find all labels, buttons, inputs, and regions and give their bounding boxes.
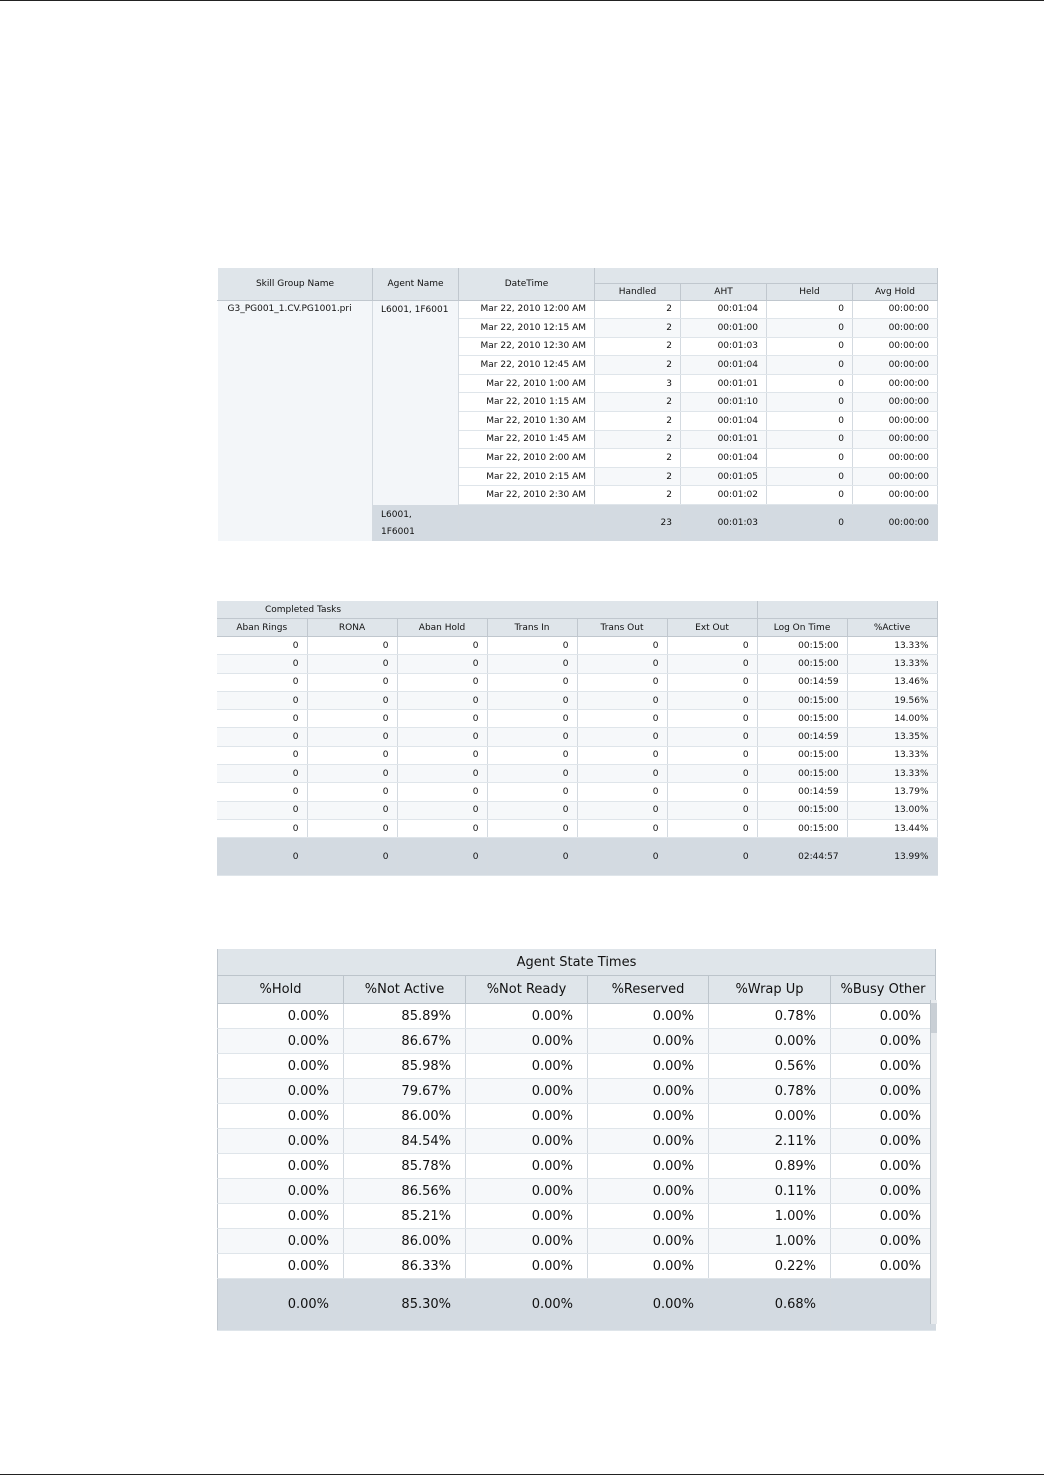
total-log-on-time-cell: 02:44:57 xyxy=(757,838,847,876)
log-on-time-cell: 00:14:59 xyxy=(757,728,847,746)
avg-hold-cell: 00:00:00 xyxy=(853,374,938,393)
total-trans-in-cell: 0 xyxy=(487,838,577,876)
pct-not-ready-cell: 0.00% xyxy=(466,1229,588,1254)
held-cell: 0 xyxy=(767,412,853,431)
datetime-cell: Mar 22, 2010 12:00 AM xyxy=(459,300,595,319)
header-pct-not-active[interactable]: %Not Active xyxy=(344,976,466,1004)
aban-hold-cell: 0 xyxy=(397,801,487,819)
pct-hold-cell: 0.00% xyxy=(218,1129,344,1154)
table-row[interactable] xyxy=(218,1029,936,1054)
header-avg-hold[interactable]: Avg Hold xyxy=(853,283,938,300)
pct-active-cell: 13.33% xyxy=(847,746,937,764)
aban-hold-cell: 0 xyxy=(397,765,487,783)
aban-hold-cell: 0 xyxy=(397,819,487,837)
pct-hold-cell: 0.00% xyxy=(218,1004,344,1029)
pct-active-cell: 13.33% xyxy=(847,655,937,673)
header-aht[interactable]: AHT xyxy=(681,283,767,300)
aht-cell: 00:01:05 xyxy=(681,467,767,486)
handled-cell: 2 xyxy=(595,337,681,356)
pct-not-active-cell: 86.67% xyxy=(344,1029,466,1054)
total-pct-busy-other-cell xyxy=(831,1279,936,1331)
table-row[interactable] xyxy=(217,710,937,728)
trans-out-cell: 0 xyxy=(577,746,667,764)
pct-hold-cell: 0.00% xyxy=(218,1104,344,1129)
aban-rings-cell: 0 xyxy=(217,801,307,819)
datetime-cell: Mar 22, 2010 1:15 AM xyxy=(459,393,595,412)
total-aht-cell: 00:01:03 xyxy=(681,505,767,541)
trans-out-cell: 0 xyxy=(577,673,667,691)
pct-active-cell: 13.33% xyxy=(847,637,937,655)
log-on-time-cell: 00:15:00 xyxy=(757,691,847,709)
group-blank xyxy=(757,601,937,619)
aban-rings-cell: 0 xyxy=(217,746,307,764)
trans-out-cell: 0 xyxy=(577,728,667,746)
log-on-time-cell: 00:15:00 xyxy=(757,819,847,837)
trans-out-cell: 0 xyxy=(577,819,667,837)
held-cell: 0 xyxy=(767,374,853,393)
total-pct-reserved-cell: 0.00% xyxy=(588,1279,709,1331)
handled-cell: 2 xyxy=(595,300,681,319)
group-completed-tasks: Completed Tasks xyxy=(217,601,757,619)
pct-not-ready-cell: 0.00% xyxy=(466,1179,588,1204)
aban-rings-cell: 0 xyxy=(217,655,307,673)
table-row[interactable] xyxy=(218,1254,936,1279)
pct-busy-other-cell: 0.00% xyxy=(831,1079,936,1104)
header-pct-not-ready[interactable]: %Not Ready xyxy=(466,976,588,1004)
pct-not-ready-cell: 0.00% xyxy=(466,1254,588,1279)
aht-cell: 00:01:04 xyxy=(681,412,767,431)
ext-out-cell: 0 xyxy=(667,801,757,819)
skill-group-name-cell: G3_PG001_1.CV.PG1001.pri xyxy=(218,300,373,541)
header-rona[interactable]: RONA xyxy=(307,619,397,637)
trans-in-cell: 0 xyxy=(487,637,577,655)
total-pct-active-cell: 13.99% xyxy=(847,838,937,876)
table-row[interactable] xyxy=(218,1154,936,1179)
pct-not-ready-cell: 0.00% xyxy=(466,1154,588,1179)
held-cell: 0 xyxy=(767,337,853,356)
ext-out-cell: 0 xyxy=(667,765,757,783)
pct-not-ready-cell: 0.00% xyxy=(466,1079,588,1104)
rona-cell: 0 xyxy=(307,728,397,746)
scrollbar-thumb[interactable] xyxy=(931,1003,937,1033)
pct-wrap-up-cell: 0.11% xyxy=(709,1179,831,1204)
datetime-cell: Mar 22, 2010 1:30 AM xyxy=(459,412,595,431)
datetime-cell: Mar 22, 2010 1:45 AM xyxy=(459,430,595,449)
log-on-time-cell: 00:15:00 xyxy=(757,746,847,764)
trans-in-cell: 0 xyxy=(487,728,577,746)
table-row[interactable] xyxy=(217,783,937,801)
pct-wrap-up-cell: 0.78% xyxy=(709,1004,831,1029)
table-row[interactable] xyxy=(218,1229,936,1254)
handled-cell: 2 xyxy=(595,467,681,486)
avg-hold-cell: 00:00:00 xyxy=(853,393,938,412)
table-row[interactable] xyxy=(217,655,937,673)
pct-active-cell: 13.00% xyxy=(847,801,937,819)
pct-wrap-up-cell: 0.78% xyxy=(709,1079,831,1104)
handled-cell: 2 xyxy=(595,486,681,505)
trans-in-cell: 0 xyxy=(487,655,577,673)
total-rona-cell: 0 xyxy=(307,838,397,876)
table-row[interactable] xyxy=(217,637,937,655)
aban-hold-cell: 0 xyxy=(397,728,487,746)
aht-cell: 00:01:04 xyxy=(681,356,767,375)
top-rule xyxy=(0,0,1044,1)
ext-out-cell: 0 xyxy=(667,691,757,709)
pct-reserved-cell: 0.00% xyxy=(588,1079,709,1104)
trans-out-cell: 0 xyxy=(577,637,667,655)
rona-cell: 0 xyxy=(307,673,397,691)
total-aban-rings-cell: 0 xyxy=(217,838,307,876)
header-log-on-time[interactable]: Log On Time xyxy=(757,619,847,637)
aht-cell: 00:01:02 xyxy=(681,486,767,505)
trans-out-cell: 0 xyxy=(577,655,667,673)
header-aban-rings[interactable]: Aban Rings xyxy=(217,619,307,637)
pct-busy-other-cell: 0.00% xyxy=(831,1154,936,1179)
pct-hold-cell: 0.00% xyxy=(218,1204,344,1229)
group-agent-state-times: Agent State Times xyxy=(218,949,936,976)
pct-reserved-cell: 0.00% xyxy=(588,1054,709,1079)
pct-hold-cell: 0.00% xyxy=(218,1154,344,1179)
pct-busy-other-cell: 0.00% xyxy=(831,1104,936,1129)
aban-hold-cell: 0 xyxy=(397,673,487,691)
aht-cell: 00:01:03 xyxy=(681,337,767,356)
rona-cell: 0 xyxy=(307,819,397,837)
pct-reserved-cell: 0.00% xyxy=(588,1204,709,1229)
avg-hold-cell: 00:00:00 xyxy=(853,449,938,468)
pct-not-ready-cell: 0.00% xyxy=(466,1104,588,1129)
held-cell: 0 xyxy=(767,319,853,338)
pct-wrap-up-cell: 0.56% xyxy=(709,1054,831,1079)
aban-hold-cell: 0 xyxy=(397,783,487,801)
log-on-time-cell: 00:15:00 xyxy=(757,801,847,819)
trans-in-cell: 0 xyxy=(487,746,577,764)
held-cell: 0 xyxy=(767,300,853,319)
avg-hold-cell: 00:00:00 xyxy=(853,356,938,375)
datetime-cell: Mar 22, 2010 12:30 AM xyxy=(459,337,595,356)
rona-cell: 0 xyxy=(307,710,397,728)
header-trans-in[interactable]: Trans In xyxy=(487,619,577,637)
header-pct-hold[interactable]: %Hold xyxy=(218,976,344,1004)
pct-busy-other-cell: 0.00% xyxy=(831,1004,936,1029)
pct-busy-other-cell: 0.00% xyxy=(831,1054,936,1079)
table-row[interactable] xyxy=(218,1104,936,1129)
aban-rings-cell: 0 xyxy=(217,673,307,691)
pct-not-ready-cell: 0.00% xyxy=(466,1004,588,1029)
pct-hold-cell: 0.00% xyxy=(218,1054,344,1079)
handled-cell: 2 xyxy=(595,449,681,468)
pct-hold-cell: 0.00% xyxy=(218,1029,344,1054)
header-pct-active[interactable]: %Active xyxy=(847,619,937,637)
aban-rings-cell: 0 xyxy=(217,765,307,783)
avg-hold-cell: 00:00:00 xyxy=(853,412,938,431)
log-on-time-cell: 00:14:59 xyxy=(757,673,847,691)
header-pct-wrap-up[interactable]: %Wrap Up xyxy=(709,976,831,1004)
total-agent-cell xyxy=(373,505,459,541)
ext-out-cell: 0 xyxy=(667,673,757,691)
pct-not-ready-cell: 0.00% xyxy=(466,1029,588,1054)
rona-cell: 0 xyxy=(307,765,397,783)
header-trans-out[interactable]: Trans Out xyxy=(577,619,667,637)
trans-out-cell: 0 xyxy=(577,710,667,728)
pct-reserved-cell: 0.00% xyxy=(588,1179,709,1204)
rona-cell: 0 xyxy=(307,691,397,709)
pct-wrap-up-cell: 1.00% xyxy=(709,1204,831,1229)
pct-busy-other-cell: 0.00% xyxy=(831,1229,936,1254)
avg-hold-cell: 00:00:00 xyxy=(853,467,938,486)
pct-busy-other-cell: 0.00% xyxy=(831,1029,936,1054)
held-cell: 0 xyxy=(767,393,853,412)
pct-not-ready-cell: 0.00% xyxy=(466,1204,588,1229)
handled-cell: 3 xyxy=(595,374,681,393)
header-group-blank xyxy=(595,268,938,283)
pct-wrap-up-cell: 2.11% xyxy=(709,1129,831,1154)
held-cell: 0 xyxy=(767,356,853,375)
ext-out-cell: 0 xyxy=(667,728,757,746)
handled-cell: 2 xyxy=(595,319,681,338)
aban-rings-cell: 0 xyxy=(217,691,307,709)
header-agent-name[interactable]: Agent Name xyxy=(373,268,459,300)
pct-active-cell: 13.79% xyxy=(847,783,937,801)
table-row[interactable] xyxy=(217,746,937,764)
total-avg-hold-cell: 00:00:00 xyxy=(853,505,938,541)
pct-not-active-cell: 84.54% xyxy=(344,1129,466,1154)
pct-reserved-cell: 0.00% xyxy=(588,1229,709,1254)
ext-out-cell: 0 xyxy=(667,655,757,673)
aht-cell: 00:01:10 xyxy=(681,393,767,412)
ext-out-cell: 0 xyxy=(667,710,757,728)
total-agent-line2: 1F6001 xyxy=(381,526,415,537)
table-row[interactable] xyxy=(218,1079,936,1104)
aht-cell: 00:01:04 xyxy=(681,449,767,468)
pct-not-active-cell: 86.00% xyxy=(344,1229,466,1254)
log-on-time-cell: 00:15:00 xyxy=(757,655,847,673)
rona-cell: 0 xyxy=(307,801,397,819)
aht-cell: 00:01:04 xyxy=(681,300,767,319)
pct-wrap-up-cell: 0.89% xyxy=(709,1154,831,1179)
pct-reserved-cell: 0.00% xyxy=(588,1154,709,1179)
pct-reserved-cell: 0.00% xyxy=(588,1129,709,1154)
total-row xyxy=(217,838,937,876)
table-row[interactable] xyxy=(217,691,937,709)
pct-busy-other-cell: 0.00% xyxy=(831,1129,936,1154)
aban-rings-cell: 0 xyxy=(217,710,307,728)
completed-tasks-table xyxy=(217,601,938,876)
datetime-cell: Mar 22, 2010 1:00 AM xyxy=(459,374,595,393)
agent-name-cell: L6001, 1F6001 xyxy=(373,300,459,505)
rona-cell: 0 xyxy=(307,637,397,655)
table-row[interactable] xyxy=(217,765,937,783)
trans-out-cell: 0 xyxy=(577,765,667,783)
pct-hold-cell: 0.00% xyxy=(218,1179,344,1204)
datetime-cell: Mar 22, 2010 2:00 AM xyxy=(459,449,595,468)
pct-not-ready-cell: 0.00% xyxy=(466,1129,588,1154)
trans-in-cell: 0 xyxy=(487,801,577,819)
aban-hold-cell: 0 xyxy=(397,655,487,673)
pct-active-cell: 19.56% xyxy=(847,691,937,709)
log-on-time-cell: 00:15:00 xyxy=(757,765,847,783)
handled-calls-table xyxy=(217,268,938,541)
ext-out-cell: 0 xyxy=(667,819,757,837)
pct-not-active-cell: 85.21% xyxy=(344,1204,466,1229)
header-pct-reserved[interactable]: %Reserved xyxy=(588,976,709,1004)
total-pct-hold-cell: 0.00% xyxy=(218,1279,344,1331)
pct-wrap-up-cell: 0.22% xyxy=(709,1254,831,1279)
aban-rings-cell: 0 xyxy=(217,819,307,837)
held-cell: 0 xyxy=(767,486,853,505)
aban-hold-cell: 0 xyxy=(397,746,487,764)
pct-not-active-cell: 85.78% xyxy=(344,1154,466,1179)
table-row[interactable] xyxy=(218,1204,936,1229)
held-cell: 0 xyxy=(767,467,853,486)
header-datetime[interactable]: DateTime xyxy=(459,268,595,300)
pct-hold-cell: 0.00% xyxy=(218,1079,344,1104)
held-cell: 0 xyxy=(767,449,853,468)
handled-cell: 2 xyxy=(595,412,681,431)
header-ext-out[interactable]: Ext Out xyxy=(667,619,757,637)
total-ext-out-cell: 0 xyxy=(667,838,757,876)
aban-hold-cell: 0 xyxy=(397,691,487,709)
aht-cell: 00:01:00 xyxy=(681,319,767,338)
total-trans-out-cell: 0 xyxy=(577,838,667,876)
trans-out-cell: 0 xyxy=(577,783,667,801)
total-pct-wrap-up-cell: 0.68% xyxy=(709,1279,831,1331)
aban-rings-cell: 0 xyxy=(217,637,307,655)
total-row xyxy=(218,1279,936,1331)
aban-hold-cell: 0 xyxy=(397,637,487,655)
pct-wrap-up-cell: 0.00% xyxy=(709,1104,831,1129)
table-row[interactable] xyxy=(217,819,937,837)
pct-not-active-cell: 85.98% xyxy=(344,1054,466,1079)
trans-in-cell: 0 xyxy=(487,673,577,691)
ext-out-cell: 0 xyxy=(667,637,757,655)
pct-active-cell: 13.46% xyxy=(847,673,937,691)
aban-rings-cell: 0 xyxy=(217,728,307,746)
pct-not-active-cell: 79.67% xyxy=(344,1079,466,1104)
total-agent-line1: L6001, xyxy=(381,509,412,520)
total-datetime-cell xyxy=(459,505,595,541)
pct-wrap-up-cell: 0.00% xyxy=(709,1029,831,1054)
trans-out-cell: 0 xyxy=(577,801,667,819)
pct-not-active-cell: 85.89% xyxy=(344,1004,466,1029)
handled-cell: 2 xyxy=(595,430,681,449)
table-row[interactable] xyxy=(217,728,937,746)
datetime-cell: Mar 22, 2010 12:45 AM xyxy=(459,356,595,375)
trans-out-cell: 0 xyxy=(577,691,667,709)
total-held-cell: 0 xyxy=(767,505,853,541)
header-aban-hold[interactable]: Aban Hold xyxy=(397,619,487,637)
pct-not-active-cell: 86.56% xyxy=(344,1179,466,1204)
pct-reserved-cell: 0.00% xyxy=(588,1004,709,1029)
avg-hold-cell: 00:00:00 xyxy=(853,319,938,338)
agent-state-times-table xyxy=(217,949,936,1331)
header-pct-busy-other[interactable]: %Busy Other xyxy=(831,976,936,1004)
pct-active-cell: 13.35% xyxy=(847,728,937,746)
handled-cell: 2 xyxy=(595,356,681,375)
pct-reserved-cell: 0.00% xyxy=(588,1029,709,1054)
pct-hold-cell: 0.00% xyxy=(218,1254,344,1279)
pct-hold-cell: 0.00% xyxy=(218,1229,344,1254)
avg-hold-cell: 00:00:00 xyxy=(853,300,938,319)
avg-hold-cell: 00:00:00 xyxy=(853,430,938,449)
pct-busy-other-cell: 0.00% xyxy=(831,1179,936,1204)
ext-out-cell: 0 xyxy=(667,746,757,764)
table-row[interactable] xyxy=(218,1179,936,1204)
held-cell: 0 xyxy=(767,430,853,449)
aht-cell: 00:01:01 xyxy=(681,430,767,449)
pct-not-ready-cell: 0.00% xyxy=(466,1054,588,1079)
total-aban-hold-cell: 0 xyxy=(397,838,487,876)
table-row[interactable] xyxy=(218,1054,936,1079)
pct-active-cell: 13.33% xyxy=(847,765,937,783)
table-row[interactable] xyxy=(217,801,937,819)
pct-active-cell: 13.44% xyxy=(847,819,937,837)
rona-cell: 0 xyxy=(307,655,397,673)
log-on-time-cell: 00:14:59 xyxy=(757,783,847,801)
vertical-scrollbar[interactable] xyxy=(930,1000,937,1324)
log-on-time-cell: 00:15:00 xyxy=(757,710,847,728)
avg-hold-cell: 00:00:00 xyxy=(853,486,938,505)
trans-in-cell: 0 xyxy=(487,765,577,783)
avg-hold-cell: 00:00:00 xyxy=(853,337,938,356)
pct-not-active-cell: 86.33% xyxy=(344,1254,466,1279)
handled-cell: 2 xyxy=(595,393,681,412)
datetime-cell: Mar 22, 2010 12:15 AM xyxy=(459,319,595,338)
pct-busy-other-cell: 0.00% xyxy=(831,1204,936,1229)
trans-in-cell: 0 xyxy=(487,691,577,709)
rona-cell: 0 xyxy=(307,783,397,801)
datetime-cell: Mar 22, 2010 2:30 AM xyxy=(459,486,595,505)
pct-busy-other-cell: 0.00% xyxy=(831,1254,936,1279)
total-handled-cell: 23 xyxy=(595,505,681,541)
aban-rings-cell: 0 xyxy=(217,783,307,801)
header-handled[interactable]: Handled xyxy=(595,283,681,300)
total-pct-not-ready-cell: 0.00% xyxy=(466,1279,588,1331)
log-on-time-cell: 00:15:00 xyxy=(757,637,847,655)
total-pct-not-active-cell: 85.30% xyxy=(344,1279,466,1331)
header-held[interactable]: Held xyxy=(767,283,853,300)
pct-reserved-cell: 0.00% xyxy=(588,1104,709,1129)
table-row[interactable] xyxy=(218,300,938,319)
aban-hold-cell: 0 xyxy=(397,710,487,728)
trans-in-cell: 0 xyxy=(487,819,577,837)
aht-cell: 00:01:01 xyxy=(681,374,767,393)
table-row[interactable] xyxy=(218,1129,936,1154)
pct-reserved-cell: 0.00% xyxy=(588,1254,709,1279)
header-skill-group-name[interactable]: Skill Group Name xyxy=(218,268,373,300)
ext-out-cell: 0 xyxy=(667,783,757,801)
datetime-cell: Mar 22, 2010 2:15 AM xyxy=(459,467,595,486)
rona-cell: 0 xyxy=(307,746,397,764)
pct-active-cell: 14.00% xyxy=(847,710,937,728)
pct-not-active-cell: 86.00% xyxy=(344,1104,466,1129)
trans-in-cell: 0 xyxy=(487,710,577,728)
trans-in-cell: 0 xyxy=(487,783,577,801)
table-row[interactable] xyxy=(217,673,937,691)
bottom-rule xyxy=(0,1474,1044,1475)
pct-wrap-up-cell: 1.00% xyxy=(709,1229,831,1254)
table-row[interactable] xyxy=(218,1004,936,1029)
